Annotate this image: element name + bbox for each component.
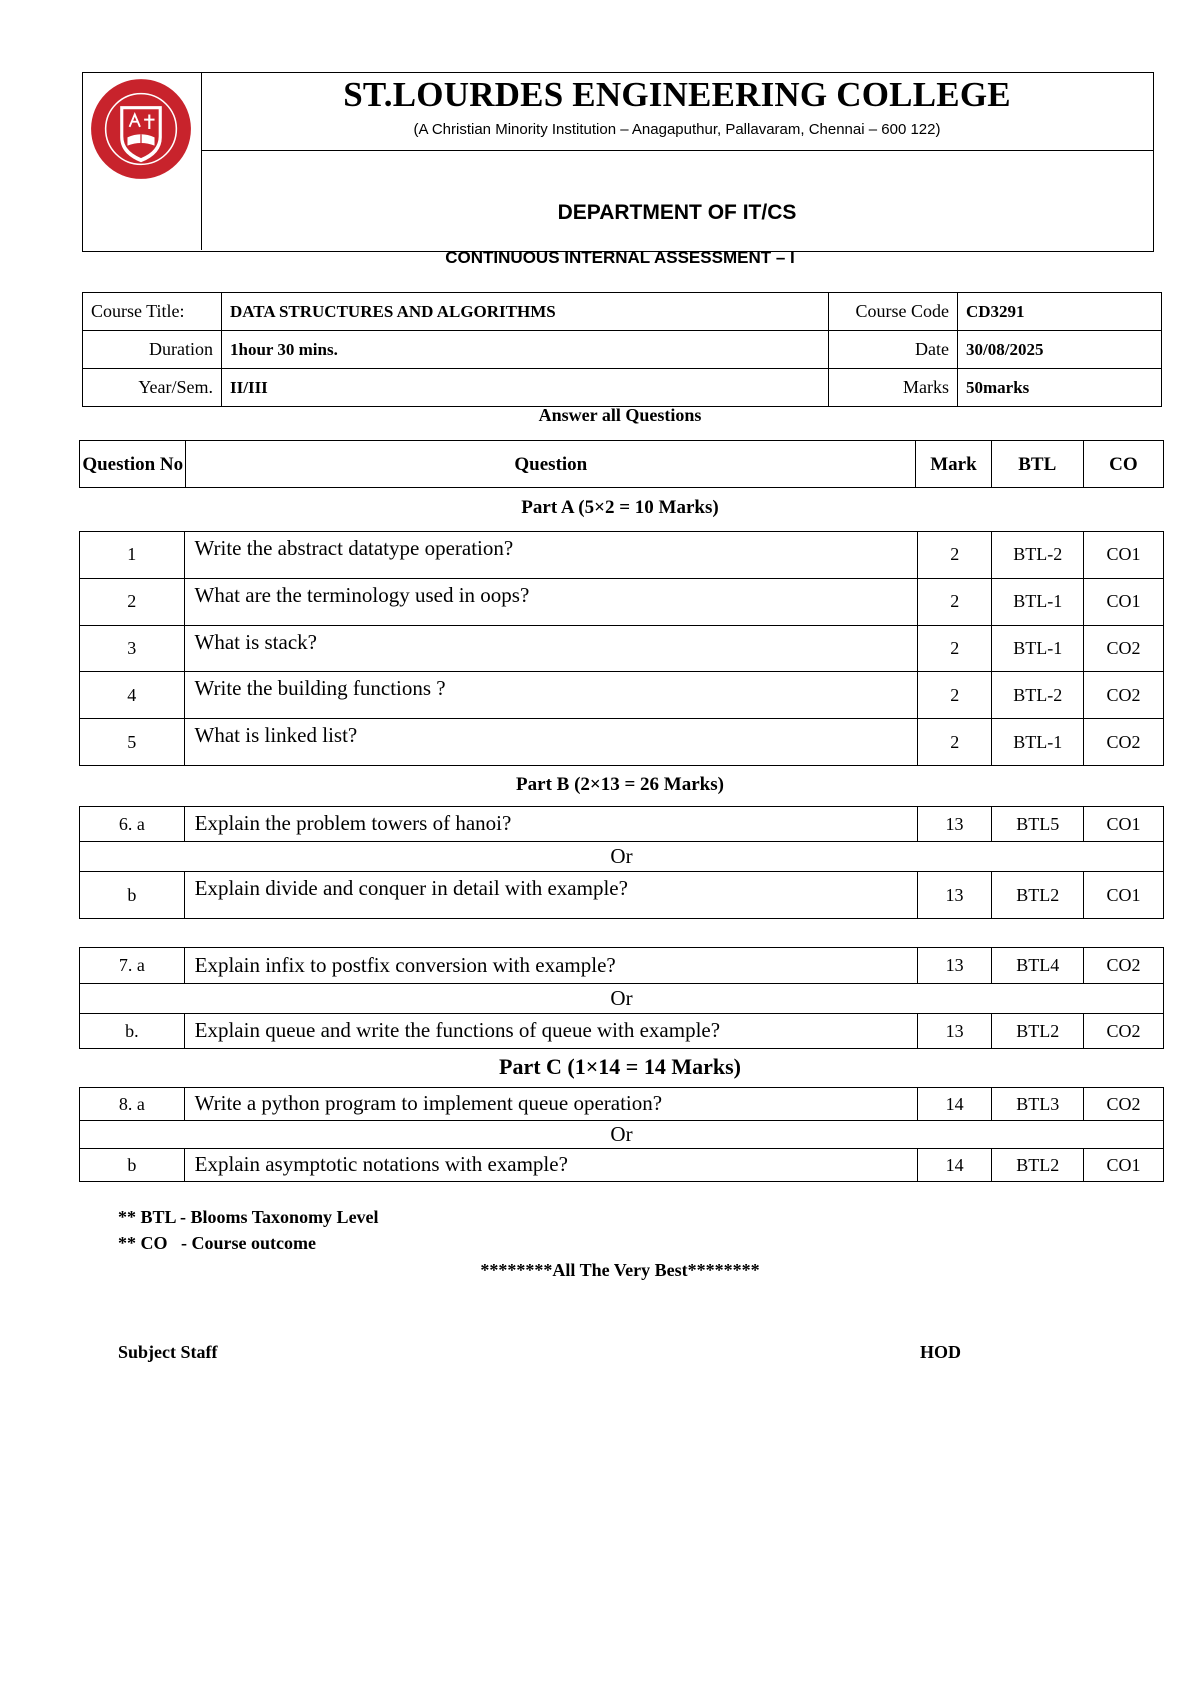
question-text: Write the building functions ?	[184, 672, 918, 719]
part-a-title: Part A (5×2 = 10 Marks)	[521, 497, 719, 518]
question-mark: 2	[918, 672, 992, 719]
question-btl: BTL-2	[992, 672, 1084, 719]
question-co: CO1	[1084, 578, 1164, 625]
question-co: CO2	[1084, 1014, 1164, 1049]
duration-value: 1hour 30 mins.	[222, 331, 829, 369]
question-text: Explain divide and conquer in detail with example?	[184, 872, 917, 919]
question-text: Write the abstract datatype operation?	[184, 532, 918, 579]
question-co: CO1	[1084, 807, 1164, 842]
question-no: 3	[80, 625, 185, 672]
info-row	[83, 369, 1162, 407]
table-row	[80, 872, 1164, 919]
or-row	[80, 1121, 1164, 1149]
question-co: CO2	[1084, 672, 1164, 719]
part-b-title: Part B (2×13 = 26 Marks)	[516, 774, 724, 795]
question-btl: BTL3	[992, 1088, 1084, 1121]
or-separator: Or	[80, 984, 1164, 1014]
marks-value: 50marks	[958, 369, 1162, 407]
table-row	[80, 1088, 1164, 1121]
question-btl: BTL-2	[992, 532, 1084, 579]
college-name: ST.LOURDES ENGINEERING COLLEGE	[343, 75, 1011, 114]
table-row	[80, 1014, 1164, 1049]
question-text: Explain asymptotic notations with example?	[184, 1149, 917, 1182]
course-info-table	[82, 292, 1162, 407]
question-text: What is stack?	[184, 625, 918, 672]
logo-cell	[83, 73, 202, 250]
part-b-q7-table	[79, 947, 1164, 1049]
col-mark: Mark	[916, 441, 992, 488]
course-title-label: Course Title:	[83, 293, 222, 331]
or-row	[80, 984, 1164, 1014]
question-text: What is linked list?	[184, 719, 918, 766]
question-co: CO2	[1084, 948, 1164, 984]
question-mark: 2	[918, 719, 992, 766]
info-row	[83, 331, 1162, 369]
question-text: Explain the problem towers of hanoi?	[184, 807, 917, 842]
question-no: b	[80, 1149, 185, 1182]
course-code-value: CD3291	[958, 293, 1162, 331]
title-row	[201, 73, 1153, 151]
table-row	[80, 1149, 1164, 1182]
question-mark: 2	[918, 532, 992, 579]
date-label: Date	[829, 331, 958, 369]
col-co: CO	[1083, 441, 1163, 488]
question-co: CO1	[1084, 532, 1164, 579]
year-value: II/III	[222, 369, 829, 407]
question-btl: BTL2	[992, 1014, 1084, 1049]
part-a-table	[79, 531, 1164, 766]
question-mark: 2	[918, 625, 992, 672]
question-no: 4	[80, 672, 185, 719]
table-row	[80, 625, 1164, 672]
question-co: CO2	[1084, 625, 1164, 672]
table-row	[80, 672, 1164, 719]
table-row	[80, 807, 1164, 842]
question-text: What are the terminology used in oops?	[184, 578, 918, 625]
question-no: 2	[80, 578, 185, 625]
year-label: Year/Sem.	[83, 369, 222, 407]
question-btl: BTL5	[992, 807, 1084, 842]
question-btl: BTL2	[992, 1149, 1084, 1182]
exam-title: CONTINUOUS INTERNAL ASSESSMENT – I	[445, 248, 795, 267]
header-row	[80, 441, 1164, 488]
question-no: 7. a	[80, 948, 185, 984]
question-co: CO1	[1084, 1149, 1164, 1182]
question-text: Explain infix to postfix conversion with example?	[184, 948, 917, 984]
question-no: 1	[80, 532, 185, 579]
date-value: 30/08/2025	[958, 331, 1162, 369]
question-text: Explain queue and write the functions of queue with example?	[184, 1014, 917, 1049]
question-btl: BTL2	[992, 872, 1084, 919]
part-b-q6-table	[79, 806, 1164, 919]
question-no: 6. a	[80, 807, 185, 842]
question-no: 8. a	[80, 1088, 185, 1121]
question-btl: BTL-1	[992, 578, 1084, 625]
table-row	[80, 578, 1164, 625]
question-no: b	[80, 872, 185, 919]
question-mark: 13	[917, 948, 992, 984]
table-row	[80, 948, 1164, 984]
part-c-title: Part C (1×14 = 14 Marks)	[499, 1054, 741, 1079]
question-no: b.	[80, 1014, 185, 1049]
question-mark: 14	[917, 1088, 992, 1121]
signature-staff: Subject Staff	[118, 1342, 218, 1362]
col-question: Question	[186, 441, 916, 488]
question-btl: BTL-1	[992, 719, 1084, 766]
duration-label: Duration	[83, 331, 222, 369]
or-separator: Or	[80, 842, 1164, 872]
or-row	[80, 842, 1164, 872]
question-mark: 13	[917, 807, 992, 842]
course-title-value: DATA STRUCTURES AND ALGORITHMS	[222, 293, 829, 331]
col-btl: BTL	[991, 441, 1083, 488]
college-header	[82, 72, 1154, 252]
question-btl: BTL4	[992, 948, 1084, 984]
question-mark: 2	[918, 578, 992, 625]
legend-co: ** CO - Course outcome	[118, 1233, 316, 1253]
college-subtitle: (A Christian Minority Institution – Anagaputhur, Pallavaram, Chennai – 600 122)	[413, 121, 941, 138]
question-co: CO2	[1084, 1088, 1164, 1121]
college-logo	[89, 77, 193, 181]
signature-hod: HOD	[920, 1342, 962, 1362]
legend-btl: ** BTL - Blooms Taxonomy Level	[118, 1207, 379, 1227]
question-mark: 14	[917, 1149, 992, 1182]
or-separator: Or	[80, 1121, 1164, 1149]
part-c-table	[79, 1087, 1164, 1182]
question-mark: 13	[917, 1014, 992, 1049]
question-header-table	[79, 440, 1164, 488]
question-co: CO2	[1084, 719, 1164, 766]
col-question-no: Question No	[80, 441, 186, 488]
question-mark: 13	[917, 872, 992, 919]
question-no: 5	[80, 719, 185, 766]
table-row	[80, 719, 1164, 766]
table-row	[80, 532, 1164, 579]
question-btl: BTL-1	[992, 625, 1084, 672]
info-row	[83, 293, 1162, 331]
department-title: DEPARTMENT OF IT/CS	[557, 201, 797, 224]
best-wishes: ********All The Very Best********	[480, 1260, 760, 1280]
question-co: CO1	[1084, 872, 1164, 919]
marks-label: Marks	[829, 369, 958, 407]
question-text: Write a python program to implement queue operation?	[184, 1088, 917, 1121]
course-code-label: Course Code	[829, 293, 958, 331]
instruction: Answer all Questions	[538, 405, 702, 425]
